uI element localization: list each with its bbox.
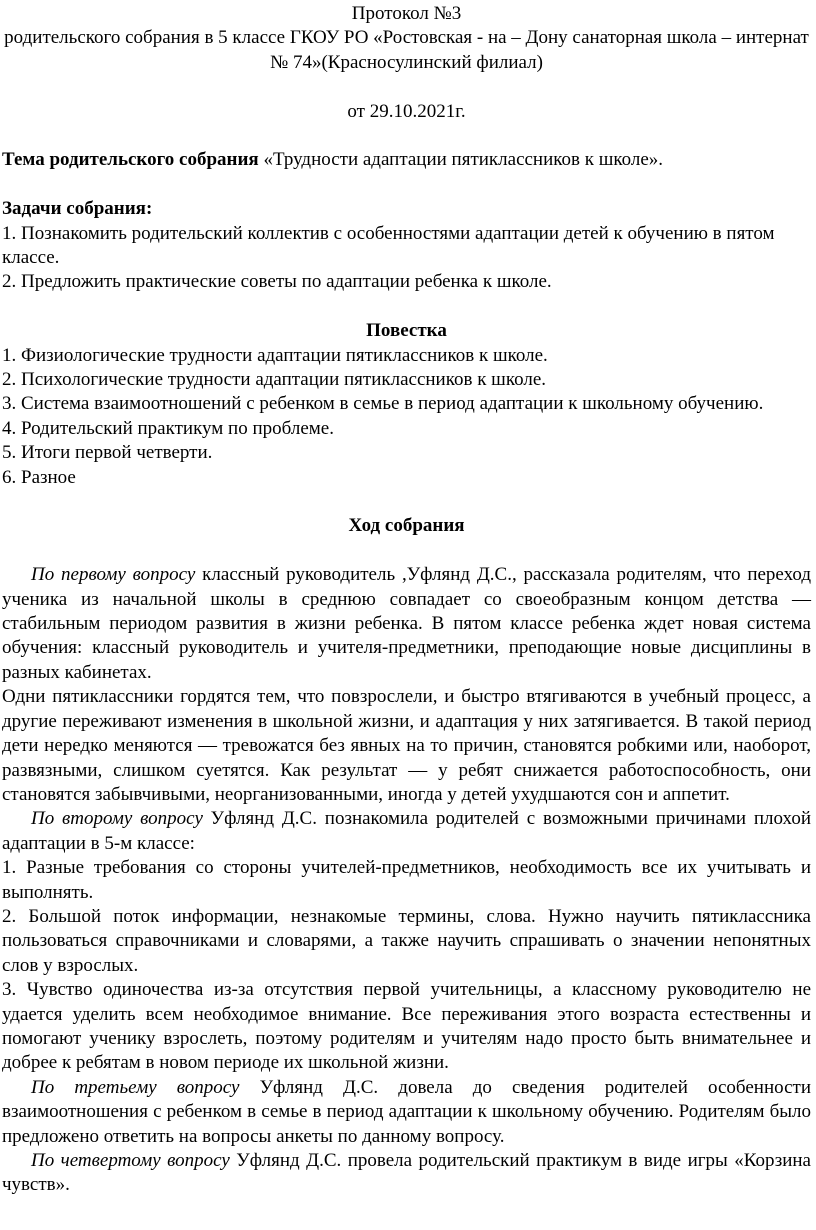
agenda-item: 4. Родительский практикум по проблеме. — [2, 417, 334, 439]
question-1-paragraph-2: Одни пятиклассники гордятся тем, что повзрослели, и быстро втягиваются в учебный процесс, а другие переживают изменения в школьной жизни, и адаптация у них затягивается. В такой период дети нередко меняются — тревожатся без явных на то причин, становятся робкими или, наоборот, развязными, слишком суетятся. Как результат — у ребят снижается работоспособность, они становятся забывчивыми, неорганизованными, иногда у детей ухудшаются сон и аппетит. — [2, 686, 811, 805]
meeting-topic — [2, 148, 811, 172]
task-item: 1. Познакомить родительский коллектив с особенностями адаптации детей к обучению в пятом классе. — [2, 222, 775, 269]
question-2-label: По второму вопросу — [31, 808, 203, 830]
question-1-label: По первому вопросу — [31, 564, 196, 586]
agenda-item: 3. Система взаимоотношений с ребенком в семье в период адаптации к школьному обучению. — [2, 393, 764, 415]
task-item: 2. Предложить практические советы по адаптации ребенка к школе. — [2, 271, 552, 293]
agenda-item: 1. Физиологические трудности адаптации пятиклассников к школе. — [2, 344, 548, 366]
reason-item: 2. Большой поток информации, незнакомые термины, слова. Нужно научить пятиклассника пользоваться справочниками и словарями, а также научить спрашивать о значении непонятных слов у взрослых. — [2, 905, 811, 976]
meeting-date: от 29.10.2021г. — [347, 100, 466, 122]
document-title: Протокол №3 — [351, 3, 462, 24]
tasks-heading: Задачи собрания: — [2, 198, 153, 220]
agenda-item: 5. Итоги первой четверти. — [2, 442, 213, 464]
agenda-item: 2. Психологические трудности адаптации пятиклассников к школе. — [2, 369, 546, 391]
topic-label: Тема родительского собрания — [2, 149, 259, 171]
document-page — [0, 2, 816, 1198]
question-3-label: По третьему вопросу — [31, 1076, 240, 1098]
agenda-item: 6. Разное — [2, 466, 76, 488]
question-4-paragraph: По четвертому вопросу Уфлянд Д.С. провела родительский практикум в виде игры «Корзина чувств». — [2, 1150, 811, 1196]
reason-item: 3. Чувство одиночества из-за отсутствия первой учительницы, а классному руководителю не удается уделить всем необходимое внимание. Все переживания этого возраста естественны и помогают ученику взрослеть, поэтому родителям и учителям надо просто быть внимательнее и добрее к ребятам в новом периоде их школьной жизни. — [2, 979, 811, 1074]
question-4-label: По четвертому вопросу — [31, 1150, 230, 1171]
topic-text: «Трудности адаптации пятиклассников к школе». — [258, 149, 664, 171]
agenda-heading: Повестка — [366, 320, 447, 342]
reason-item: 1. Разные требования со стороны учителей-предметников, необходимость все их учитывать и выполнять. — [2, 857, 811, 903]
question-3-paragraph: По третьему вопросу Уфлянд Д.С. довела до сведения родителей особенности взаимоотношения с ребенком в семье в период адаптации к школьному обучению. Родителям было предложено ответить на вопросы анкеты по данному вопросу. — [2, 1076, 811, 1147]
question-2-paragraph: По второму вопросу Уфлянд Д.С. познакомила родителей с возможными причинами плохой адаптации в 5-м классе: — [2, 808, 811, 854]
document-subtitle: родительского собрания в 5 классе ГКОУ РО «Ростовская - на – Дону санаторная школа – интернат № 74»(Красносулинский филиал) — [4, 27, 809, 73]
proceedings-heading: Ход собрания — [348, 515, 465, 537]
question-1-paragraph: По первому вопросу классный руководитель ,Уфлянд Д.С., рассказала родителям, что переход ученика из начальной школы в среднюю совпадает со своеобразным концом детства — стабильным периодом развития в жизни ребенка. В пятом классе ребенка ждет новая система обучения: классный руководитель и учителя-предметники, преподающие новые дисциплины в разных кабинетах. — [2, 564, 811, 683]
